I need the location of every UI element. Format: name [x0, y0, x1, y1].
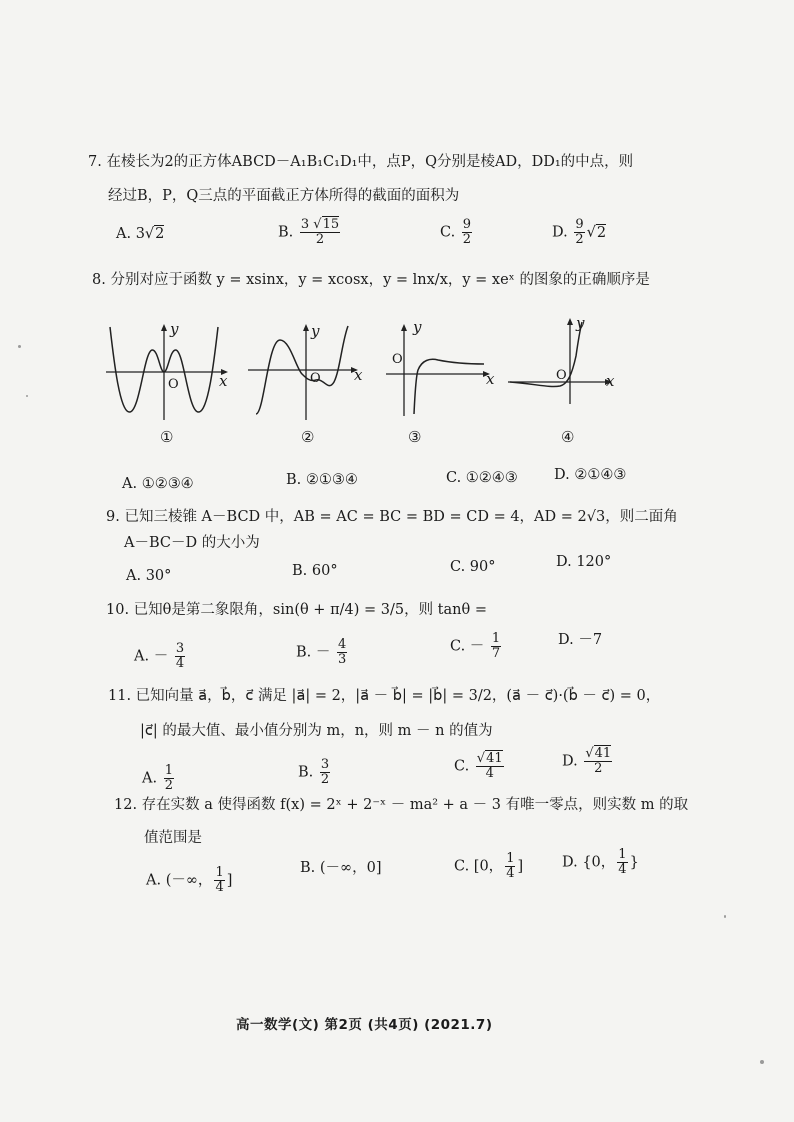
q8-graph-3 [384, 322, 500, 418]
q11-option-d: D. $\frac{√41}{2}$ [562, 746, 612, 776]
scan-speck [760, 1060, 764, 1064]
q12-option-b: B. (－∞，0] [300, 860, 382, 876]
q8-graph-2-caption: ② [301, 428, 315, 446]
q7-option-a: A. 3√2 [116, 226, 165, 242]
q10-stem: 10. 已知θ是第二象限角，sin(θ + π/4) = 3/5，则 tanθ = [106, 602, 487, 618]
q10-option-a: A. － $\frac{3}{4}$ [134, 641, 185, 671]
q11-stem-line1: 11. 已知向量 a⃗，b⃗，c⃗ 满足 |a⃗| = 2，|a⃗ － b⃗| = |b⃗| = 3/2，(a⃗ － c⃗)·(b⃗ － c⃗) = 0， [108, 688, 661, 704]
q8-graph-1-origin: O [168, 377, 179, 392]
q8-graph-3-origin: O [392, 352, 403, 367]
q8-option-c: C. ①②④③ [446, 470, 518, 486]
q7-option-c: C. $\frac{9}{2}$ [440, 217, 472, 247]
q7-option-d: D. $\frac{9}{2}$ √2 [552, 217, 607, 247]
q8-graph-4 [506, 316, 618, 406]
q8-option-a: A. ①②③④ [122, 476, 194, 492]
q9-stem-line2: A－BC－D 的大小为 [124, 535, 260, 551]
q8-graph-2-x-label: x [354, 366, 363, 384]
q9-option-b: B. 60° [292, 563, 338, 579]
q7-stem-line2: 经过B，P，Q三点的平面截正方体所得的截面的面积为 [108, 188, 460, 204]
q8-option-b: B. ②①③④ [286, 472, 358, 488]
scan-speck [18, 345, 21, 348]
q12-stem-line2: 值范围是 [144, 830, 202, 846]
q8-option-d: D. ②①④③ [554, 467, 627, 483]
q11-option-c: C. $\frac{√41}{4}$ [454, 751, 503, 781]
q8-graph-2 [246, 322, 366, 422]
q7-option-b: B. $\frac{3 √15}{2}$ [278, 217, 340, 247]
q11-option-b: B. $\frac{3}{2}$ [298, 757, 330, 787]
q8-graph-1-y-label: y [170, 320, 179, 338]
q8-graph-4-caption: ④ [561, 428, 575, 446]
q8-graph-2-origin: O [310, 371, 321, 386]
q8-graph-1 [104, 322, 234, 422]
scan-speck [724, 915, 726, 918]
q9-option-c: C. 90° [450, 559, 496, 575]
scan-speck [26, 395, 28, 397]
q9-option-d: D. 120° [556, 554, 612, 570]
page-footer: 高一数学(文) 第2页 (共4页) (2021.7) [236, 1017, 493, 1033]
q10-option-b: B. － $\frac{4}{3}$ [296, 637, 347, 667]
q8-graph-2-y-label: y [311, 322, 320, 340]
q8-graph-4-y-label: y [576, 314, 585, 332]
q8-graph-4-origin: O [556, 368, 567, 383]
q12-option-a: A. (－∞， $\frac{1}{4}$ ] [146, 865, 233, 895]
q7-stem-line1: 7. 在棱长为2的正方体ABCD－A₁B₁C₁D₁中，点P，Q分别是棱AD，DD₁的中点，则 [88, 154, 634, 170]
q8-stem: 8. 分别对应于函数 y = xsinx，y = xcosx，y = lnx/x，y = xeˣ 的图象的正确顺序是 [92, 272, 650, 288]
q12-option-d: D. {0， $\frac{1}{4}$ } [562, 847, 639, 877]
q12-stem-line1: 12. 存在实数 a 使得函数 f(x) = 2ˣ + 2⁻ˣ － ma² + a － 3 有唯一零点，则实数 m 的取 [114, 797, 689, 813]
q10-option-d: D. －7 [558, 632, 603, 648]
q10-option-c: C. － $\frac{1}{7}$ [450, 631, 501, 661]
q8-graph-3-caption: ③ [408, 428, 422, 446]
q11-stem-line2: |c⃗| 的最大值、最小值分别为 m，n，则 m － n 的值为 [140, 723, 493, 739]
q8-graph-1-x-label: x [219, 372, 228, 390]
q8-graph-3-x-label: x [486, 370, 495, 388]
q8-graph-4-x-label: x [606, 372, 615, 390]
q8-graph-1-caption: ① [160, 428, 174, 446]
q9-stem-line1: 9. 已知三棱锥 A－BCD 中，AB = AC = BC = BD = CD = 4，AD = 2√3，则二面角 [106, 509, 678, 525]
q8-graph-3-y-label: y [413, 318, 422, 336]
q11-option-a: A. $\frac{1}{2}$ [142, 763, 173, 793]
q9-option-a: A. 30° [126, 568, 172, 584]
q12-option-c: C. [0， $\frac{1}{4}$ ] [454, 851, 524, 881]
